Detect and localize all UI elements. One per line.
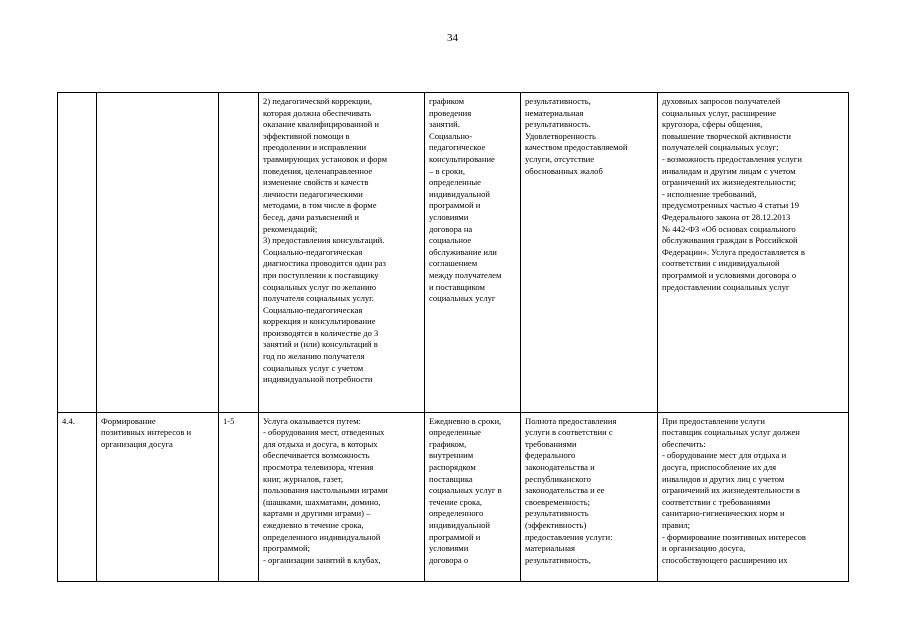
cell-number: 4.4.: [58, 412, 97, 581]
cell-service-name: [97, 93, 219, 413]
cell-code: [219, 93, 259, 413]
cell-conditions: духовных запросов получателей социальных услуг, расширение кругозора, сферы общения, повышение творческой активности получателей социальных услуг; - возможность предоставления услуги инвалидам и другим лицам с учетом ограничений их жизнедеятельности; - исполнение требований, предусмотренных частью 4 статьи 19 Федерального закона от 28.12.2013 № 442-ФЗ «Об основах социального обслуживания граждан в Российской Федерации». Услуга предоставляется в соответствии с индивидуальной программой и условиями договора о предоставлении социальных услуг: [658, 93, 849, 413]
cell-description: Услуга оказывается путем: - оборудования мест, отведенных для отдыха и досуга, в которых обеспечивается возможность просмотра телевизора, чтения книг, журналов, газет, пользования настольными играми (шашками, шахматами, домино, картами и другими играми) – ежедневно в течение срока, определенного индивидуальной программой; - организации занятий в клубах,: [259, 412, 425, 581]
cell-number: [58, 93, 97, 413]
table-row: [58, 93, 849, 413]
services-table: [57, 92, 849, 582]
cell-description: 2) педагогической коррекции, которая должна обеспечивать оказание квалифицированной и эффективной помощи в преодолении и исправлении травмирующих установок и форм поведения, целенаправленное изменение свойств и качеств личности педагогическими методами, в том числе в форме бесед, дачи разъяснений и рекомендаций; 3) предоставления консультаций. Социально-педагогическая диагностика проводится один раз при поступлении к поставщику социальных услуг по желанию получателя социальных услуг. Социально-педагогическая коррекция и консультирование производятся в количестве до 3 занятий и (или) консультаций в год по желанию получателя социальных услуг с учетом индивидуальной потребности: [259, 93, 425, 413]
cell-code: 1-5: [219, 412, 259, 581]
cell-schedule: графиком проведения занятий. Социально- педагогическое консультирование – в сроки, определенные индивидуальной программой и условиями договора на социальное обслуживание или соглашением между получателем и поставщиком социальных услуг: [425, 93, 521, 413]
cell-conditions: При предоставлении услуги поставщик социальных услуг должен обеспечить: - оборудование мест для отдыха и досуга, приспособление их для инвалидов и других лиц с учетом ограничений их жизнедеятельности в соответствии с требованиями санитарно-гигиенических норм и правил; - формирование позитивных интересов и организацию досуга, способствующего расширению их: [658, 412, 849, 581]
table-row: [58, 412, 849, 581]
cell-schedule: Ежедневно в сроки, определенные графиком, внутренним распорядком поставщика социальных услуг в течение срока, определенного индивидуальной программой и условиями договора о: [425, 412, 521, 581]
cell-indicators: Полнота предоставления услуги в соответствии с требованиями федерального законодательства и республиканского законодательства и ее своевременность; результативность (эффективность) предоставления услуги: материальная результативность,: [521, 412, 658, 581]
page-number: 34: [447, 32, 458, 44]
cell-service-name: Формирование позитивных интересов и организация досуга: [97, 412, 219, 581]
cell-indicators: результативность, нематериальная результативность. Удовлетворенность качеством предоставляемой услуги, отсутствие обоснованных жалоб: [521, 93, 658, 413]
